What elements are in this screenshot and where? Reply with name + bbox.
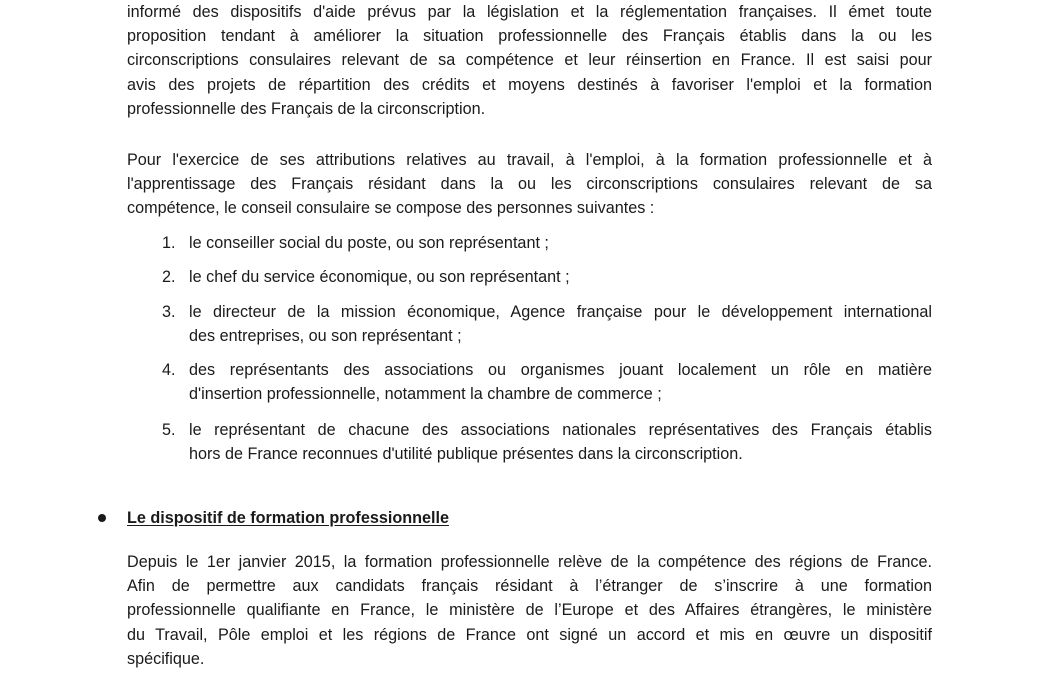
- paragraph-line: spécifique.: [127, 649, 205, 668]
- list-line: hors de France reconnues d'utilité publique présentes dans la circonscription.: [189, 445, 743, 464]
- paragraph-line: compétence, le conseil consulaire se compose des personnes suivantes :: [127, 199, 655, 218]
- paragraph-line: Afin de permettre aux candidats français résidant à l’étranger de s’inscrire à une formation: [127, 577, 932, 596]
- paragraph-line: l'apprentissage des Français résidant dans la ou les circonscriptions consulaires relevant de sa: [127, 175, 932, 194]
- paragraph-line: circonscriptions consulaires relevant de sa compétence et leur réinsertion en France. Il est saisi pour: [127, 51, 932, 70]
- paragraph-line: informé des dispositifs d'aide prévus par la législation et la réglementation françaises. Il émet toute: [127, 3, 932, 21]
- list-line: le représentant de chacune des associations nationales représentatives des Français établis: [189, 421, 932, 439]
- composition-paragraph: [127, 148, 932, 221]
- section-heading: Le dispositif de formation professionnelle: [127, 509, 449, 527]
- list-line: des représentants des associations ou organismes jouant localement un rôle en matière: [189, 361, 932, 379]
- list-number: 2.: [162, 268, 176, 286]
- list-line: d'insertion professionnelle, notamment la chambre de commerce ;: [189, 385, 662, 404]
- list-line: le conseiller social du poste, ou son représentant ;: [189, 234, 549, 252]
- attributions-paragraph: [127, 0, 932, 121]
- list-line: des entreprises, ou son représentant ;: [189, 327, 462, 346]
- paragraph-line: Depuis le 1er janvier 2015, la formation professionnelle relève de la compétence des régions de France.: [127, 553, 932, 571]
- list-line: le chef du service économique, ou son représentant ;: [189, 268, 570, 286]
- paragraph-line: Pour l'exercice de ses attributions relatives au travail, à l'emploi, à la formation professionnelle et à: [127, 151, 932, 169]
- list-line: le directeur de la mission économique, Agence française pour le développement international: [189, 303, 932, 321]
- list-number: 5.: [162, 421, 176, 439]
- paragraph-line: professionnelle des Français de la circonscription.: [127, 99, 486, 118]
- list-number: 1.: [162, 234, 176, 252]
- bullet-icon: [98, 514, 106, 522]
- paragraph-line: avis des projets de répartition des crédits et moyens destinés à favoriser l'emploi et la formation: [127, 75, 932, 94]
- paragraph-line: professionnelle qualifiante en France, le ministère de l’Europe et des Affaires étrangères, le ministère: [127, 601, 932, 620]
- paragraph-line: du Travail, Pôle emploi et les régions de France ont signé un accord et mis en œuvre un dispositif: [127, 625, 932, 644]
- paragraph-line: proposition tendant à améliorer la situation professionnelle des Français établis dans la ou les: [127, 27, 932, 46]
- list-number: 4.: [162, 361, 176, 379]
- list-number: 3.: [162, 303, 176, 321]
- formation-paragraph: [127, 550, 932, 671]
